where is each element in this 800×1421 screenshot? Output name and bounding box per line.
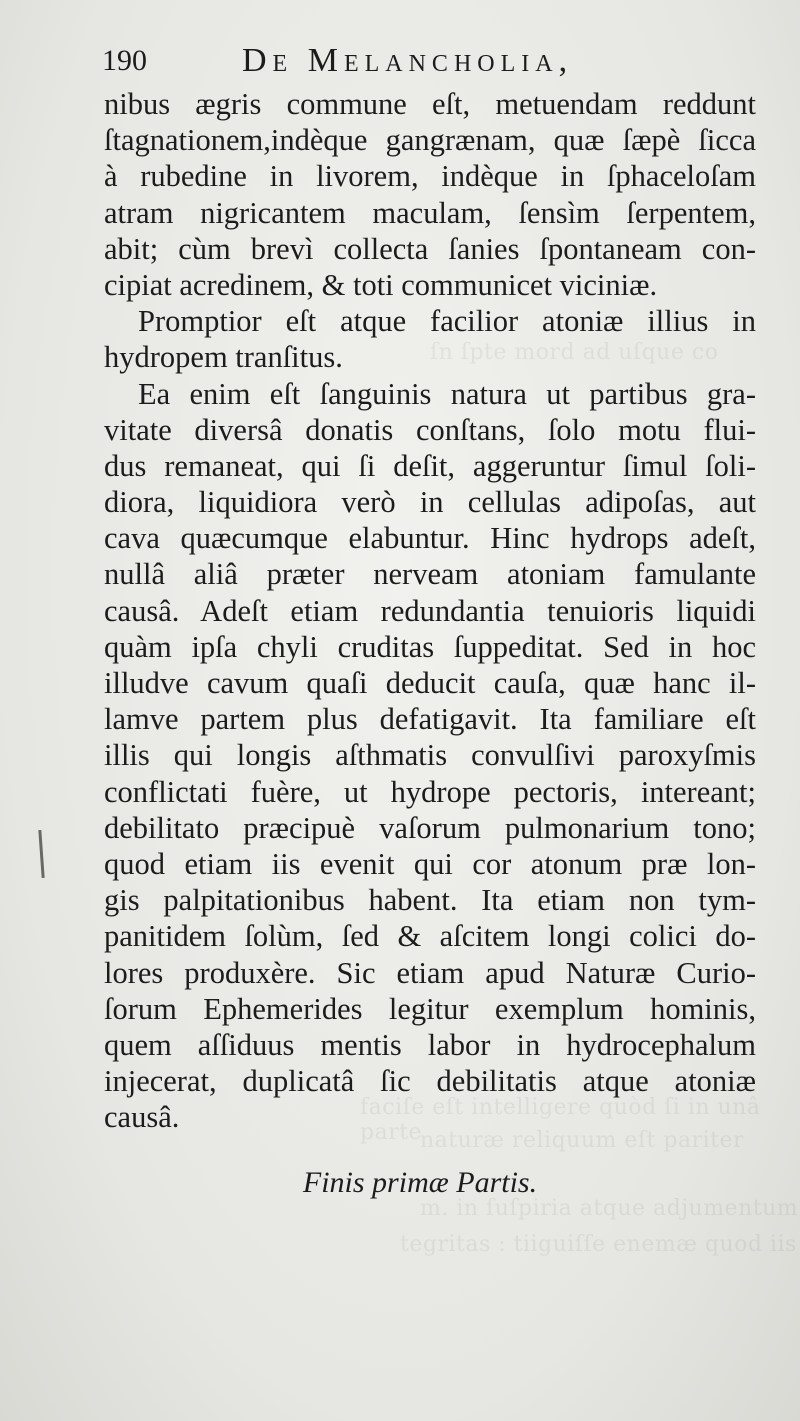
text-line: abit; cùm brevì collecta ſanies ſpontaneam con-	[104, 231, 756, 266]
text-line: illudve cavum quaſi deducit cauſa, quæ hanc il-	[104, 666, 756, 700]
text-line: cipiat acredinem, & toti communicet viciniæ.	[104, 267, 658, 302]
text-line: vitate diversâ donatis conſtans, ſolo motu flui-	[104, 412, 756, 447]
text-line: lamve partem plus defatigavit. Ita familiare eſt	[104, 702, 756, 737]
text-line: quod etiam iis evenit qui cor atonum præ lon-	[104, 846, 756, 881]
closing-line: Finis primæ Partis.	[302, 1166, 538, 1199]
body-text	[104, 86, 756, 1135]
running-head: De Melancholia,	[242, 42, 574, 79]
show-through-text: m. in ſuſpiria atque adjumentum	[420, 1196, 799, 1221]
text-line: dus remaneat, qui ſi deſit, aggeruntur ſimul ſoli-	[104, 448, 756, 483]
paragraph-start: Promptior eſt atque facilior atoniæ illius in	[138, 304, 756, 339]
text-line: ſorum Ephemerides legitur exemplum hominis,	[104, 991, 756, 1026]
show-through-text: naturæ reliquum eſt pariter	[420, 1128, 744, 1153]
text-line: diora, liquidiora verò in cellulas adipoſas, aut	[104, 485, 756, 520]
text-line: nullâ aliâ præter nerveam atoniam famulante	[104, 557, 756, 592]
text-line: cava quæcumque elabuntur. Hinc hydrops adeſt,	[104, 521, 756, 556]
text-line: hydropem tranſitus.	[104, 340, 343, 375]
text-line: causâ.	[104, 1100, 180, 1135]
text-line: conflictati fuère, ut hydrope pectoris, intereant;	[104, 774, 756, 809]
text-line: gis palpitationibus habent. Ita etiam non tym-	[104, 883, 756, 918]
text-line: lores produxère. Sic etiam apud Naturæ Curio-	[104, 955, 756, 990]
page-number: 190	[102, 44, 147, 77]
text-line: ſtagnationem,indèque gangrænam, quæ ſæpè ſicca	[104, 123, 756, 158]
margin-pen-mark	[38, 830, 44, 878]
text-line: debilitato præcipuè vaſorum pulmonarium tono;	[104, 810, 756, 845]
text-line: atram nigricantem maculam, ſensìm ſerpentem,	[104, 195, 756, 230]
text-line: illis qui longis aſthmatis convulſivi paroxyſmis	[104, 738, 756, 773]
text-line: quàm ipſa chyli cruditas ſuppeditat. Sed in hoc	[104, 629, 756, 664]
text-line: injecerat, duplicatâ ſic debilitatis atque atoniæ	[104, 1064, 756, 1099]
paragraph-start: Ea enim eſt ſanguinis natura ut partibus gra-	[138, 376, 756, 411]
text-line: quem aſſiduus mentis labor in hydrocephalum	[104, 1027, 756, 1062]
show-through-text: faciſe eſt intelligere quòd ſi in unâ parte	[360, 1095, 761, 1145]
text-line: à rubedine in livorem, indèque in ſphaceloſam	[104, 159, 756, 194]
page-header	[102, 42, 762, 92]
show-through-text: ſn ſpte mord ad uſque co	[430, 340, 719, 365]
text-line: panitidem ſolùm, ſed & aſcitem longi colici do-	[104, 919, 756, 954]
text-line: causâ. Adeſt etiam redundantia tenuioris liquidi	[104, 593, 756, 628]
show-through-text: tegritas : tiiguiſſe enemæ quod iis	[400, 1232, 797, 1257]
text-line: nibus ægris commune eſt, metuendam reddunt	[104, 87, 756, 121]
